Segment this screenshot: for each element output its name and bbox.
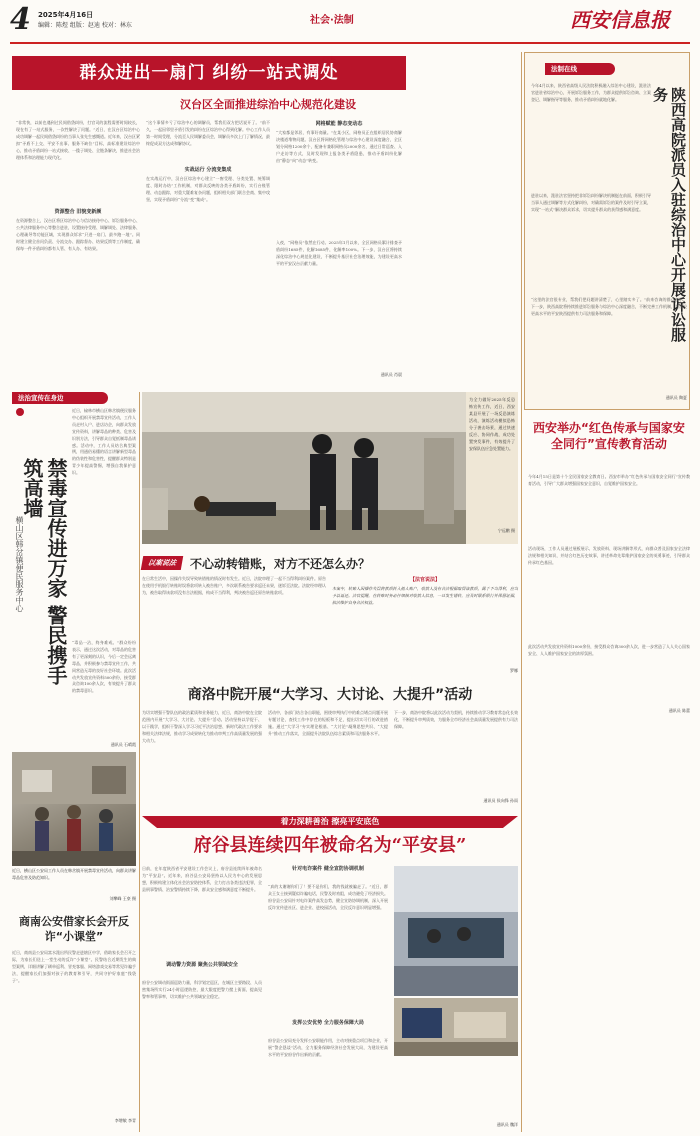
pingan-body-4: 府谷县公安局充分发挥公安职能作用，主动对接重点项目和企业，开展“警企恳谈”活动，全力服务保障经济社会发展大局，为建设更高水平的平安府谷作出新的贡献。: [268, 1038, 388, 1057]
sidebar-body-4: 今年4月15日是第十个全民国家安全教育日。西安市举办“红色传承与国家安全同行”宣传教育活动，引导广大群众增强国家安全意识，自觉维护国家安全。: [528, 474, 690, 486]
law-body-1: 近日，榆林市横山区韩岔镇便民服务中心组织开展禁毒宣传活动，工作人员走村入户、进店访企，向群众发放宣传资料，讲解毒品的种类、危害及识别方法，引导群众自觉抵制毒品诱惑。活动中，工作人员结合典型案例，用通俗易懂的语言讲解新型毒品的伪装性和危害性，提醒群众特别是青少年提高警惕，增强自我保护意识。: [72, 408, 136, 476]
law-title-vertical: 禁毒宣传进万家 警民携手筑高墙: [20, 458, 68, 685]
lead-subhead-1: 资源整合 旧貌变新颜: [54, 209, 102, 215]
shangnan-body-1: 为切实增强干警队伍的政治素质和业务能力，近日，商洛中院在全院范围内开展“大学习、大讨论、大提升”活动。活动坚持以学促干、以干践学，组织干警深入学习习近平法治思想、新时代政法工作要求和相关法律法规，推动学习成果转化为推动审判工作高质量发展的强大动力。: [142, 710, 262, 743]
page-header: [10, 2, 690, 39]
sidebar-ribbon: 法制在线: [545, 63, 615, 75]
law-photo: [12, 752, 136, 866]
issue-date: 2025年4月16日: [38, 11, 94, 19]
sidebar-body-5: 活动现场，工作人员通过展板展示、发放资料、现场讲解等形式，向群众普及国家安全法律法规和相关知识，并结合红色历史故事，讲述革命先辈维护国家安全的英勇事迹，引导群众传承红色基因。: [528, 546, 690, 565]
pingan-subhead-3: 发挥公安优势 全力服务保障大局: [292, 1020, 364, 1026]
sidebar-byline-1: 通讯员 陶夏: [665, 395, 687, 400]
lead-body-6: 入夜，“网格员”依然在行动。2025年1月以来，全区网格员累计排查矛盾纠纷1685件，化解1685件，化解率100%。下一步，汉台区将持续深化综治中心规范化建设，不断提升基层社会治理效能，为建设更高水平的平安汉台贡献力量。: [276, 240, 402, 266]
section-label: 社会·法制: [310, 15, 354, 26]
pingan-body-2: 府谷公安调动街面巡防力量，科学划定巡区，在城区主要路段、人员密集场所实行24小时巡逻防控，最大限度把警力摆上街面，提高见警率和管事率，切实维护公共领域安全稳定。: [142, 980, 262, 999]
shangnan-title: 商洛中院开展“大学习、大讨论、大提升”活动: [187, 687, 473, 703]
lead-body-5: “大家都是邻居，有事好商量。”在某小区，网格员正在组织居民协商解决楼道堆物问题。汉台区将网格化管理与综治中心建设深度融合，全区划分网格1200余个，配备专兼职网格员2000余名，通过日常巡查、入户走访等方式，及时发现和上报各类矛盾隐患，推动矛盾纠纷化解由“静态”向“动态”转变。: [276, 130, 402, 163]
main-photo-caption-panel: [466, 392, 518, 544]
pingan-body-1: 日前，在年度陕西省平安建设工作会议上，府谷县连续四年被命名为“平安县”。近年来，府谷县公安局坚持以人民为中心的发展思想，积极构建立体化社会治安防控体系，全力打击各类违法犯罪，全县刑事警情、治安警情持续下降，群众安全感和满意度不断提升。: [142, 866, 262, 892]
case-law-comment: 本案中，转账人因操作失误将款项转入他人账户，收款人没有合法根据取得该款项，属于不当得利，应当予以返还。法官提醒，在转账时务必仔细核对收款人信息，一旦发生错转，应及时联系银行并保留证据，依法维护自身合法权益。: [332, 586, 518, 605]
pingan-subhead-1: 调动警力资源 聚焦公共领域安全: [166, 962, 238, 968]
lead-byline: 通讯员 肖晨: [380, 372, 402, 377]
police-byline: 李增敏 李青: [114, 1118, 136, 1123]
law-photo-credit: 刘攀峰 王豪 摄: [109, 896, 136, 901]
sidebar-body-1: 今年4月以来，陕西省高级人民法院积极融入综治中心建设，派驻法官进驻省综治中心，开展诉讼服务工作，为群众提供诉讼咨询、立案登记、调解指导等服务，推动矛盾纠纷就地化解。: [531, 83, 651, 102]
lead-subtitle: 汉台区全面推进综治中心规范化建设: [180, 98, 356, 111]
masthead-logo: 西安信息报: [570, 8, 670, 32]
page-number: 4: [10, 2, 31, 37]
sidebar-box-1: [524, 52, 690, 410]
police-title: 商南公安借家长会开反诈“小课堂”: [19, 915, 129, 943]
lead-body-1: “非常快，以前也遇到过民间借贷纠纷，打官司的流程需要时间较长，现在有了一站式服务，一次性解决了问题。”近日，在汉台区综治中心成功调解一起民间借贷纠纷的当事人张先生感慨道。近年来，汉台区紧扣“矛盾不上交、平安不出事、服务不缺位”目标，高标准建设综治中心，推动矛盾纠纷一站式接收、一揽子调处、全链条解决，推进社会治理体系和治理能力现代化。: [16, 120, 140, 160]
editor-credits: 编辑：陈煜 组版：赵迪 校对：林东: [38, 22, 132, 29]
divider-right: [521, 52, 522, 1132]
pingan-photo-1: [394, 866, 518, 996]
shangnan-byline: 通讯员 侯向锋 孙雨: [483, 798, 518, 803]
sidebar-title-2: 西安举办“红色传承与国家安全同行”宣传教育活动: [533, 421, 685, 451]
sidebar-body-6: 此次活动共发放宣传资料1000余份，接受群众咨询300余人次，进一步营造了人人关心国家安全、人人维护国家安全的浓厚氛围。: [528, 644, 690, 656]
law-ribbon: 法治宣传在身边: [12, 392, 108, 404]
sidebar-byline-2: 通讯员 陈蕾: [668, 708, 690, 713]
lead-body-4: 在实战运行中，汉台区综治中心建立“一窗受理、分类处置、统筹调度、限时办结”工作机制，对群众反映的各类矛盾纠纷，实行台账管理、动态跟踪，对重大疑难复杂问题，组织相关部门联合会商、集中攻坚，实现矛盾纠纷“分流”变“集成”。: [146, 176, 270, 202]
case-byline: 罗娜: [510, 668, 518, 673]
lead-body-3: “这个事情多亏了综治中心的调解员，帮我们双方把话说开了。”前不久，一起因邻里矛盾引发的纠纷在区综治中心得到化解。中心工作人员第一时间受理，分流至人民调解委员会，调解员多次上门了解情况，最终促成双方达成和解协议。: [146, 120, 270, 146]
law-photo-caption: 近日，横山区公安局工作人员在韩岔镇开展禁毒宣传活动，向群众讲解毒品危害及防范知识。: [12, 868, 136, 880]
header-rule: [10, 42, 690, 44]
lead-subhead-2: 实战运行 分流变集成: [184, 167, 232, 173]
pingan-byline: 通讯员 魏洋: [496, 1122, 518, 1127]
case-ribbon: 以案说法: [141, 556, 183, 570]
pingan-photo-2-illustration: [394, 998, 518, 1056]
sidebar-body-2: 进驻以来，派驻法官坚持把非诉讼纠纷解决机制挺在前面，积极引导当事人通过调解等方式化解纠纷，对确需诉讼的案件及时引导立案，实现“一站式”解决群众诉求，切实提升群众的获得感和满意度。: [531, 193, 651, 212]
pingan-ribbon: 着力深耕善治 擦亮平安底色: [280, 817, 380, 826]
pingan-subhead-2: 针对电诈案件 健全宣防协调机制: [292, 866, 364, 872]
lead-body-2: 在资源整合上，汉台区将区综治中心与信访接待中心、诉讼服务中心、公共法律服务中心等整合进驻，设置接待受理、调解调处、法律服务、心理疏导等功能区域，实现群众诉求“只进一扇门、最多跑一地”。同时建立健全首问负责、分流交办、跟踪督办、结果反馈等工作制度，确保每一件矛盾纠纷都有人管、有人办、有结果。: [16, 218, 140, 251]
main-photo-credit: 宁远鹏 摄: [497, 528, 515, 533]
pingan-photo-2: [394, 998, 518, 1056]
sidebar-body-3: “这里的法官很专业，帮我们把问题讲清楚了，心里踏实多了。”前来咨询的群众表示。下一步，陕西高院将持续推进诉讼服务与综治中心深度融合，不断完善工作机制，为建设更高水平的平安陕西提供有力司法服务和保障。: [531, 297, 687, 316]
case-law-label: 【法官说法】: [409, 577, 440, 583]
lead-title: 群众进出一扇门 纠纷一站式调处: [12, 56, 406, 90]
main-photo: [142, 392, 466, 544]
law-byline: 通讯员 石晴霞: [110, 742, 136, 747]
divider-left: [139, 392, 140, 1132]
lead-subhead-3: 网格赋能 静态变动态: [315, 121, 363, 127]
pingan-body-3: “真的太谢谢你们了！要不是你们，我的钱就被骗走了。”近日，群众王女士接到疑似诈骗电话，民警及时劝阻，成功避免了经济损失。府谷县公安局针对电诈案件高发态势，健全宣防协调机制，深入开展反诈宣传进社区、进企业、进校园活动，全民反诈意识明显增强。: [268, 884, 388, 910]
law-photo-illustration: [12, 752, 136, 866]
law-body-2: “毒品一沾，终身难戒。”群众纷纷表示，通过这次活动，对毒品的危害有了更深刻的认识，今后一定会远离毒品，并积极参与禁毒宣传工作，共同营造无毒的良好社会环境。此次活动共发放宣传资料500余份，接受群众咨询100余人次，有效提升了群众的禁毒意识。: [72, 640, 136, 694]
case-body: 在日常生活中，因操作失误导致转错账的情况时有发生。近日，法院审理了一起不当得利纠纷案件。原告在使用手机银行转账时误将款项转入被告账户，多次联系被告要求返还未果，遂诉至法院。法院经审理认为，被告取得该款项没有合法根据，构成不当得利，判决被告返还原告转账款项。: [142, 576, 326, 595]
sidebar-title-vertical: 陕西高院派员入驻综治中心开展诉讼服务: [651, 87, 687, 342]
pingan-title: 府谷县连续四年被命名为“平安县”: [193, 835, 467, 856]
shangnan-body-2: 活动中，各部门结合各自职能，围绕审判执行中的难点堵点问题开展专题讨论，查找工作中存在的短板和不足，提出切实可行的改进措施。通过“大学习”夯实理论根基、“大讨论”凝聚思想共识、“大提升”推动工作落实，全面提升法院队伍综合素质和司法服务水平。: [268, 710, 388, 736]
main-photo-illustration: [142, 392, 466, 544]
pingan-photo-1-illustration: [394, 866, 518, 996]
main-photo-caption: 为全力做好2025年反恐怖宣传工作，近日，西安某县开展了一场反恐演练活动，演练活动模拟恐怖分子袭击场景，通过快速反应、协同作战，成功处置突发事件，有效提升了安保队伍应急处置能力。: [469, 397, 515, 451]
shangnan-body-3: 下一步，商洛中院将以此次活动为契机，持续推动学习教育常态化长效化，不断提升审判质效，为服务全市经济社会高质量发展提供有力司法保障。: [394, 710, 518, 729]
law-bullet-icon: [16, 408, 24, 416]
case-title: 不心动转错账，对方不还怎么办？: [190, 557, 371, 571]
law-subtitle-vertical: 横山区韩岔镇便民服务中心: [15, 516, 24, 612]
column-case-box: [142, 556, 518, 678]
police-body: 近日，商南县公安局富水派出所民警走进辖区中学，借助家长会召开之际，为家长们送上一堂生动的反诈“小课堂”。民警结合近期发生的典型案例，详细讲解了刷单返利、冒充客服、网络游戏交易等常见诈骗手法，提醒家长们加强对孩子的教育和引导，共同守护好家庭“钱袋子”。: [12, 950, 136, 983]
